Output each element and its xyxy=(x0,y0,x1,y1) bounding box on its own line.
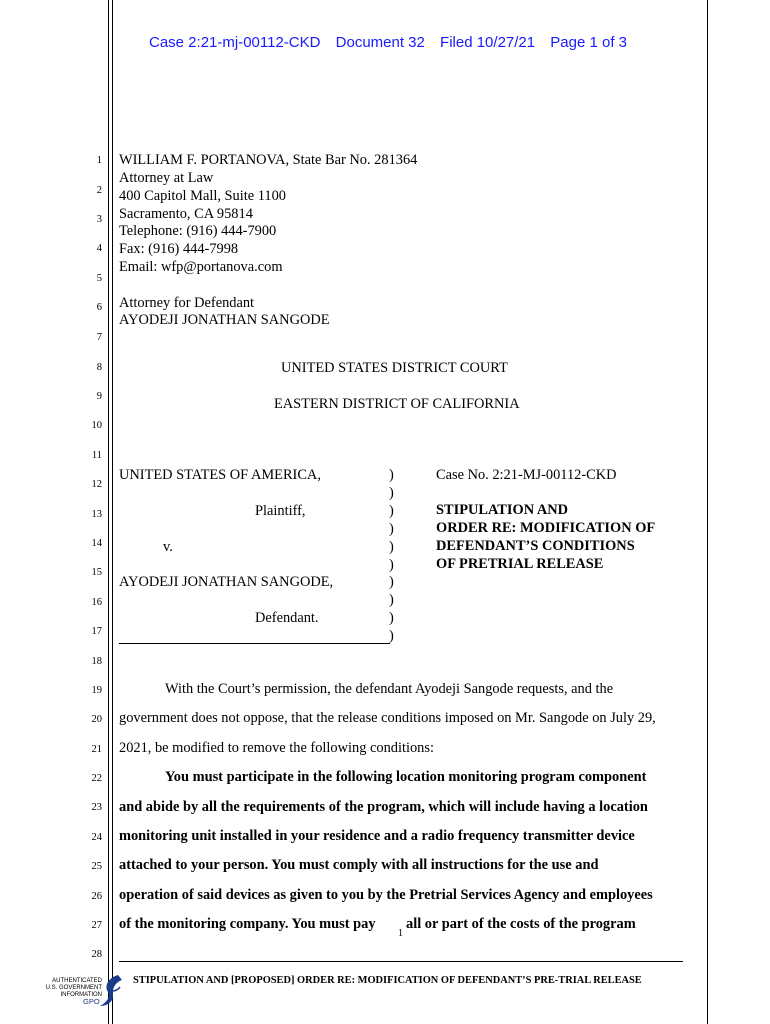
caption-paren: ) xyxy=(389,521,394,537)
body-line-bold: You must participate in the following location monitoring program component xyxy=(165,769,647,785)
caption-defendant-role: Defendant. xyxy=(255,610,319,626)
header-document: Document 32 xyxy=(335,34,425,51)
body-line-bold: of the monitoring company. You must pay xyxy=(119,916,376,932)
body-line-bold: and abide by all the requirements of the program, which will include having a location xyxy=(119,799,648,815)
caption-plaintiff-role: Plaintiff, xyxy=(255,503,306,519)
document-title-line: ORDER RE: MODIFICATION OF xyxy=(436,520,656,536)
body-line: government does not oppose, that the release conditions imposed on Mr. Sangode on July 29, xyxy=(119,710,656,726)
caption-paren: ) xyxy=(389,539,394,555)
footer-caption: STIPULATION AND [PROPOSED] ORDER RE: MODIFICATION OF DEFENDANT’S PRE-TRIAL RELEASE xyxy=(133,975,642,986)
body-line: 2021, be modified to remove the following conditions: xyxy=(119,740,434,756)
line-number: 4 xyxy=(96,243,102,254)
line-number: 13 xyxy=(91,509,102,520)
caption-defendant: AYODEJI JONATHAN SANGODE, xyxy=(119,574,334,590)
line-number: 3 xyxy=(96,214,102,225)
right-margin-rule xyxy=(707,0,708,1024)
line-number: 20 xyxy=(91,714,102,725)
header-filed: Filed 10/27/21 xyxy=(440,34,536,51)
body-line: With the Court’s permission, the defendant Ayodeji Sangode requests, and the xyxy=(165,681,614,697)
court-district: EASTERN DISTRICT OF CALIFORNIA xyxy=(274,396,520,412)
seal-gpo: GPO xyxy=(83,997,100,1006)
line-number: 23 xyxy=(91,802,102,813)
seal-text-line: U.S. GOVERNMENT xyxy=(45,985,102,991)
document-title-line: OF PRETRIAL RELEASE xyxy=(436,556,604,572)
line-number: 16 xyxy=(91,597,102,608)
court-name: UNITED STATES DISTRICT COURT xyxy=(281,360,508,376)
attorney-address-1: 400 Capitol Mall, Suite 1100 xyxy=(119,188,286,204)
document-title-line: DEFENDANT’S CONDITIONS xyxy=(436,538,635,554)
line-number: 18 xyxy=(91,656,102,667)
attorney-name: WILLIAM F. PORTANOVA, State Bar No. 281364 xyxy=(119,152,418,168)
attorney-client: AYODEJI JONATHAN SANGODE xyxy=(119,312,330,328)
caption-paren: ) xyxy=(389,467,394,483)
caption-paren: ) xyxy=(389,592,394,608)
line-number: 11 xyxy=(91,450,102,461)
line-number: 21 xyxy=(91,744,102,755)
caption-paren: ) xyxy=(389,628,394,644)
caption-plaintiff: UNITED STATES OF AMERICA, xyxy=(119,467,321,483)
attorney-address-2: Sacramento, CA 95814 xyxy=(119,206,253,222)
left-margin-rule-inner xyxy=(112,0,113,1024)
attorney-for: Attorney for Defendant xyxy=(119,295,255,311)
line-number: 6 xyxy=(96,302,102,313)
caption-paren: ) xyxy=(389,610,394,626)
line-number: 10 xyxy=(91,420,102,431)
caption-paren: ) xyxy=(389,503,394,519)
case-number: Case No. 2:21-MJ-00112-CKD xyxy=(436,467,617,483)
header-case: Case 2:21-mj-00112-CKD xyxy=(149,34,321,51)
document-title-line: STIPULATION AND xyxy=(436,502,569,518)
seal-text-line: AUTHENTICATED xyxy=(52,978,102,984)
header-page: Page 1 of 3 xyxy=(550,34,628,51)
caption-versus: v. xyxy=(163,539,173,555)
page-number: 1 xyxy=(398,928,403,939)
ecf-header xyxy=(149,34,638,51)
body-line-bold: operation of said devices as given to you by the Pretrial Services Agency and employees xyxy=(119,887,653,903)
caption-paren: ) xyxy=(389,574,394,590)
line-number: 27 xyxy=(91,920,102,931)
body-line-bold: all or part of the costs of the program xyxy=(406,916,636,932)
attorney-email: Email: wfp@portanova.com xyxy=(119,259,283,275)
line-number: 9 xyxy=(96,391,102,402)
footer-rule xyxy=(119,961,683,962)
line-number: 15 xyxy=(91,567,102,578)
line-number: 14 xyxy=(91,538,102,549)
line-number: 7 xyxy=(96,332,102,343)
line-number: 25 xyxy=(91,861,102,872)
eagle-seal-icon xyxy=(98,972,126,1012)
line-number: 1 xyxy=(96,155,102,166)
body-line-bold: monitoring unit installed in your residence and a radio frequency transmitter device xyxy=(119,828,635,844)
seal-text-line: INFORMATION xyxy=(60,992,102,998)
line-number: 24 xyxy=(91,832,102,843)
attorney-fax: Fax: (916) 444-7998 xyxy=(119,241,239,257)
line-number: 17 xyxy=(91,626,102,637)
caption-underline xyxy=(119,643,390,644)
line-number: 26 xyxy=(91,891,102,902)
caption-paren: ) xyxy=(389,557,394,573)
line-number: 5 xyxy=(96,273,102,284)
attorney-telephone: Telephone: (916) 444-7900 xyxy=(119,223,277,239)
caption-paren: ) xyxy=(389,485,394,501)
line-number: 28 xyxy=(91,949,102,960)
body-line-bold: attached to your person. You must comply with all instructions for the use and xyxy=(119,857,599,873)
line-number: 22 xyxy=(91,773,102,784)
attorney-title: Attorney at Law xyxy=(119,170,214,186)
left-margin-rule-outer xyxy=(108,0,109,1024)
line-number: 8 xyxy=(96,362,102,373)
line-number: 12 xyxy=(91,479,102,490)
line-number: 2 xyxy=(96,185,102,196)
line-number: 19 xyxy=(91,685,102,696)
